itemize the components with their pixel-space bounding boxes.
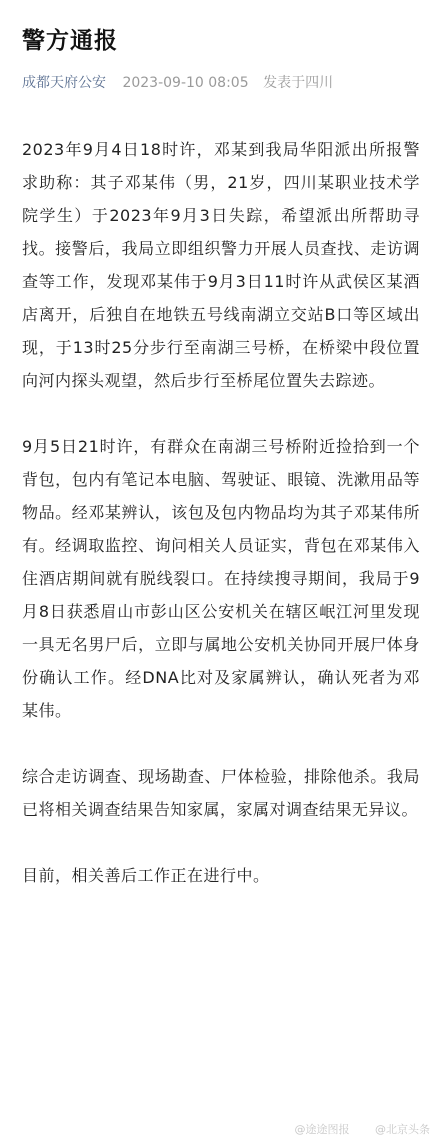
paragraph-2: 9月5日21时许，有群众在南湖三号桥附近捡拾到一个背包，包内有笔记本电脑、驾驶证、眼镜、洗漱用品等物品。经邓某辨认，该包及包内物品均为其子邓某伟所有。经调取监控、询问相关人员证实，背包在邓某伟入住酒店期间就有脱线裂口。在持续搜寻期间，我局于9月8日获悉眉山市彭山区公安机关在辖区岷江河里发现一具无名男尸后，立即与属地公安机关协同开展尸体身份确认工作。经DNA比对及家属辨认，确认死者为邓某伟。 — [22, 437, 420, 720]
watermark-left: @途途图报 — [294, 1123, 350, 1136]
watermark-right: @北京头条 — [375, 1123, 430, 1136]
watermarks — [273, 1121, 431, 1137]
publish-location: 发表于四川 — [263, 75, 334, 91]
publish-time: 2023-09-10 08:05 — [122, 75, 249, 91]
author-link[interactable]: 成都天府公安 — [22, 75, 106, 91]
article-title: 警方通报 — [22, 28, 118, 54]
paragraph-4: 目前，相关善后工作正在进行中。 — [22, 866, 270, 885]
paragraph-3: 综合走访调查、现场勘查、尸体检验，排除他杀。我局已将相关调查结果告知家属，家属对调查结果无异议。 — [22, 767, 420, 819]
article-body — [22, 133, 420, 925]
paragraph-1: 2023年9月4日18时许，邓某到我局华阳派出所报警求助称：其子邓某伟（男，21岁，四川某职业技术学院学生）于2023年9月3日失踪，希望派出所帮助寻找。接警后，我局立即组织警力开展人员查找、走访调查等工作，发现邓某伟于9月3日11时许从武侯区某酒店离开，后独自在地铁五号线南湖立交站B口等区域出现，于13时25分步行至南湖三号桥，在桥梁中段位置向河内探头观望，然后步行至桥尾位置失去踪迹。 — [22, 140, 420, 390]
article-meta — [22, 72, 333, 92]
